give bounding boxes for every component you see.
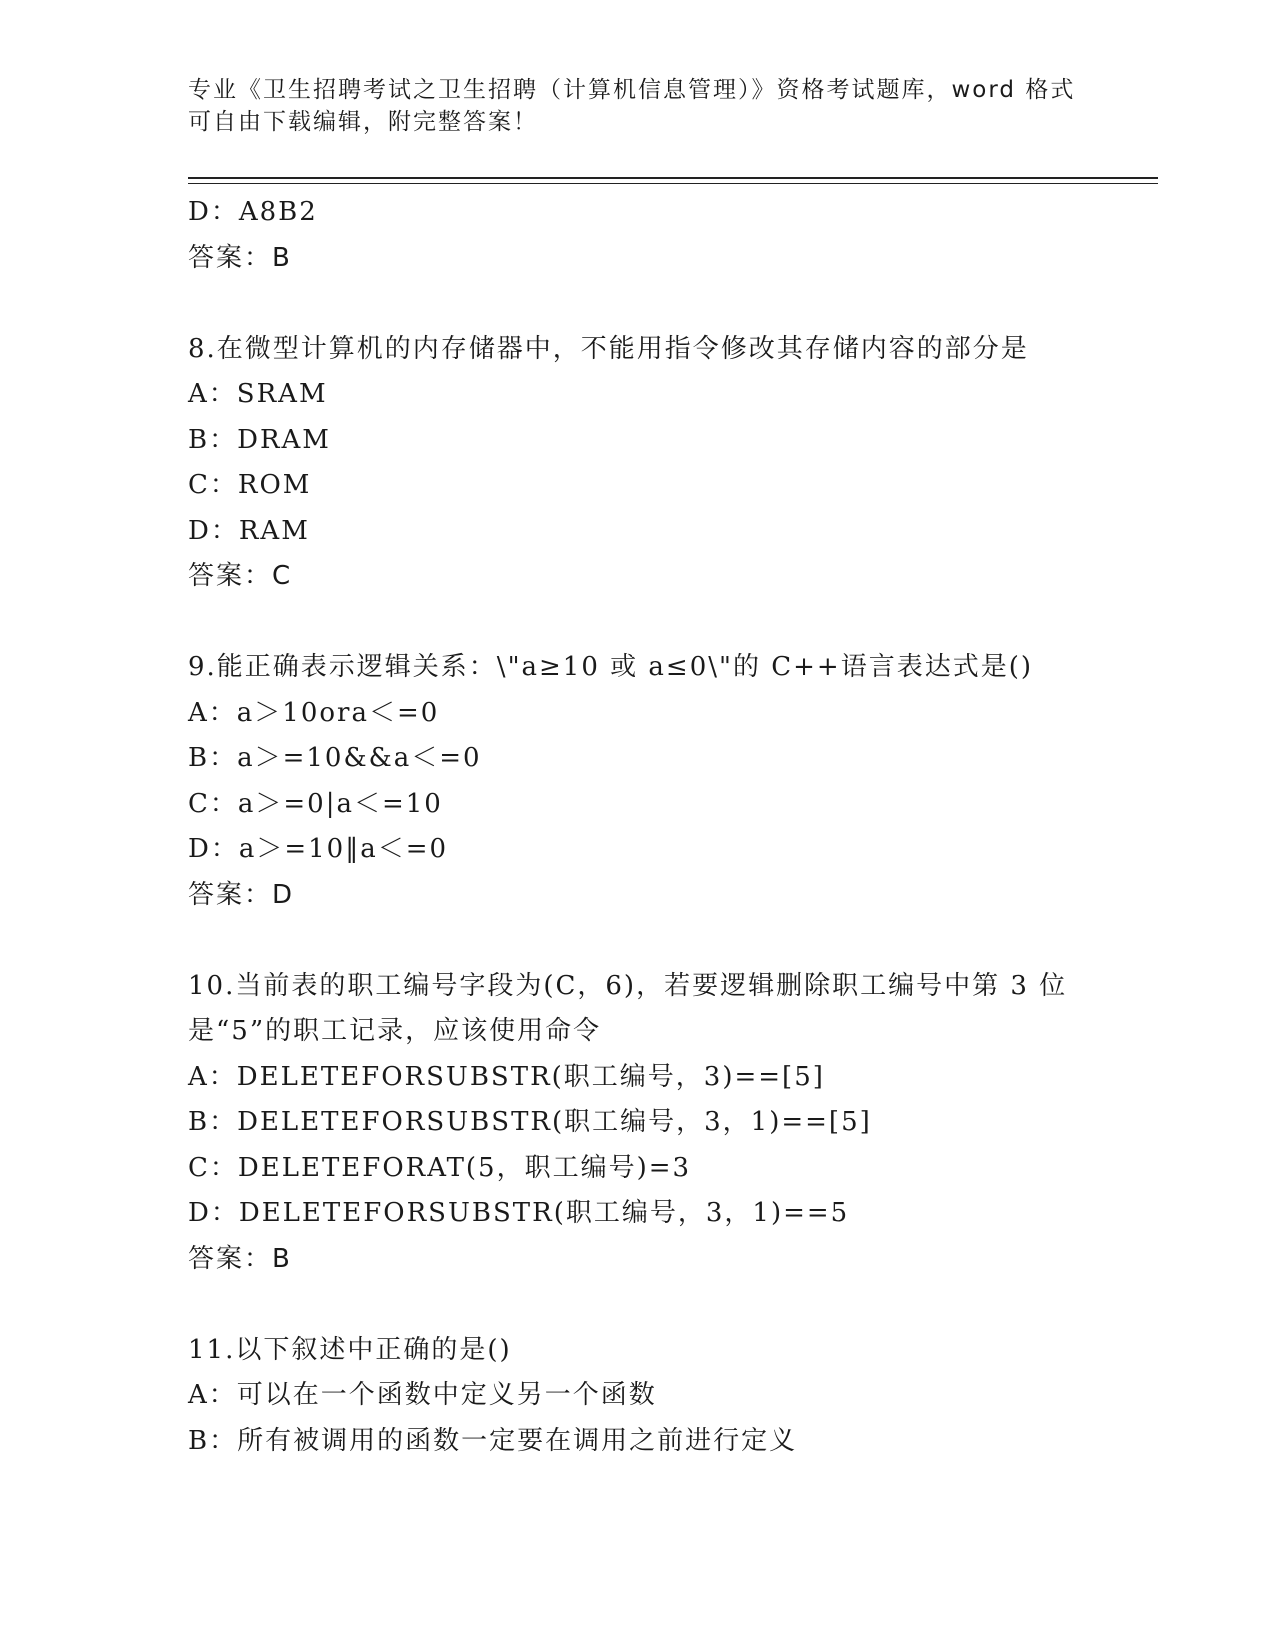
option-d: D：a＞=10‖a＜=0 [188, 834, 449, 864]
option-c: C：ROM [188, 470, 312, 500]
option-d: D：RAM [188, 515, 310, 546]
header-title-line-2: 可自由下载编辑，附完整答案！ [188, 109, 538, 135]
spacer [188, 918, 1088, 964]
question-text: 11.以下叙述中正确的是() [188, 1334, 512, 1365]
page-header [188, 74, 1088, 138]
answer-line: 答案：D [188, 879, 295, 910]
option-b: B：DELETEFORSUBSTR(职工编号，3，1)==[5] [188, 1107, 872, 1137]
question-9 [188, 645, 1088, 918]
option-a: A：SRAM [188, 379, 328, 409]
question-text: 10.当前表的职工编号字段为(C，6)，若要逻辑删除职工编号中第 3 位 [188, 970, 1068, 1001]
option-a: A：DELETEFORSUBSTR(职工编号，3)==[5] [188, 1061, 825, 1092]
spacer [188, 1282, 1088, 1328]
spacer [188, 281, 1088, 327]
question-list [188, 190, 1088, 1464]
option-c: C：DELETEFORAT(5，职工编号)=3 [188, 1152, 692, 1183]
option-a: A：可以在一个函数中定义另一个函数 [188, 1380, 657, 1410]
question-text-continued: 是“5”的职工记录，应该使用命令 [188, 1016, 602, 1046]
answer-line: 答案：B [188, 1243, 292, 1274]
question-text: 8.在微型计算机的内存储器中，不能用指令修改其存储内容的部分是 [188, 333, 1029, 364]
spacer [188, 600, 1088, 646]
option-d: D：A8B2 [188, 197, 318, 227]
option-a: A：a＞10ora＜=0 [188, 697, 440, 728]
option-b: B：a＞=10&&a＜=0 [188, 743, 482, 773]
option-c: C：a＞=0|a＜=10 [188, 788, 443, 819]
answer-line: 答案：B [188, 242, 292, 273]
question-8 [188, 327, 1088, 600]
answer-line: 答案：C [188, 561, 293, 591]
option-b: B：DRAM [188, 424, 331, 455]
header-divider [188, 177, 1158, 179]
option-d: D：DELETEFORSUBSTR(职工编号，3，1)==5 [188, 1198, 850, 1228]
header-title-line-1: 专业《卫生招聘考试之卫生招聘（计算机信息管理）》资格考试题库，word 格式 [188, 77, 1076, 103]
question-11 [188, 1328, 1088, 1465]
question-text: 9.能正确表示逻辑关系：\"a≥10 或 a≤0\"的 C++语言表达式是() [188, 652, 1033, 682]
header-divider-thin [188, 183, 1158, 184]
question-10 [188, 964, 1088, 1283]
option-b: B：所有被调用的函数一定要在调用之前进行定义 [188, 1425, 798, 1456]
